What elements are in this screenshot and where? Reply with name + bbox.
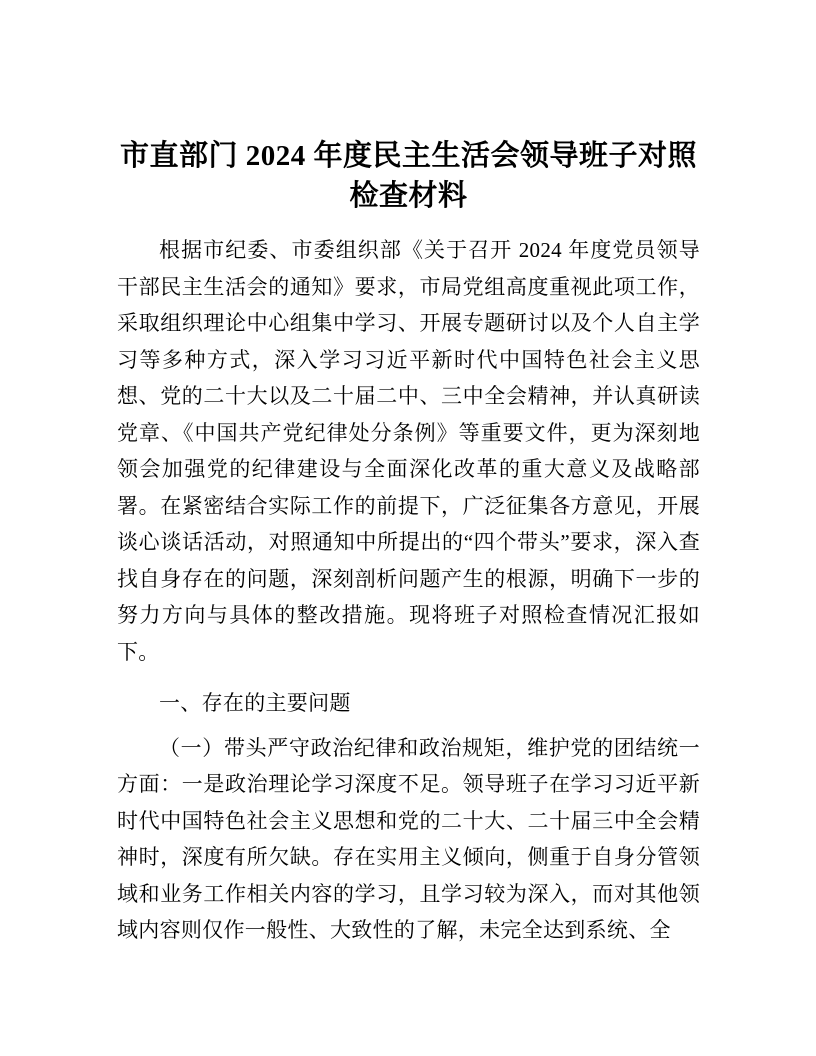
document-title: 市直部门 2024 年度民主生活会领导班子对照检查材料	[119, 140, 697, 212]
subsection-paragraph-political-discipline: （一）带头严守政治纪律和政治规矩，维护党的团结统一方面：一是政治理论学习深度不足。领导班子在学习习近平新时代中国特色社会主义思想和党的二十大、二十届三中全会精神时，深度有所欠缺。存在实用主义倾向，侧重于自身分管领域和业务工作相关内容的学习，且学习较为深入，而对其他领域内容则仅作一般性、大致性的了解，未完全达到系统、全	[117, 735, 700, 942]
intro-paragraph: 根据市纪委、市委组织部《关于召开 2024 年度党员领导干部民主生活会的通知》要求，市局党组高度重视此项工作，采取组织理论中心组集中学习、开展专题研讨以及个人自主学习等多种方式，深入学习习近平新时代中国特色社会主义思想、党的二十大以及二十届二中、三中全会精神，并认真研读党章、《中国共产党纪律处分条例》等重要文件，更为深刻地领会加强党的纪律建设与全面深化改革的重大意义及战略部署。在紧密结合实际工作的前提下，广泛征集各方意见，开展谈心谈话活动，对照通知中所提出的“四个带头”要求，深入查找自身存在的问题，深刻剖析问题产生的根源，明确下一步的努力方向与具体的整改措施。现将班子对照检查情况汇报如下。	[117, 238, 700, 664]
section-heading-existing-problems: 一、存在的主要问题	[159, 691, 351, 715]
